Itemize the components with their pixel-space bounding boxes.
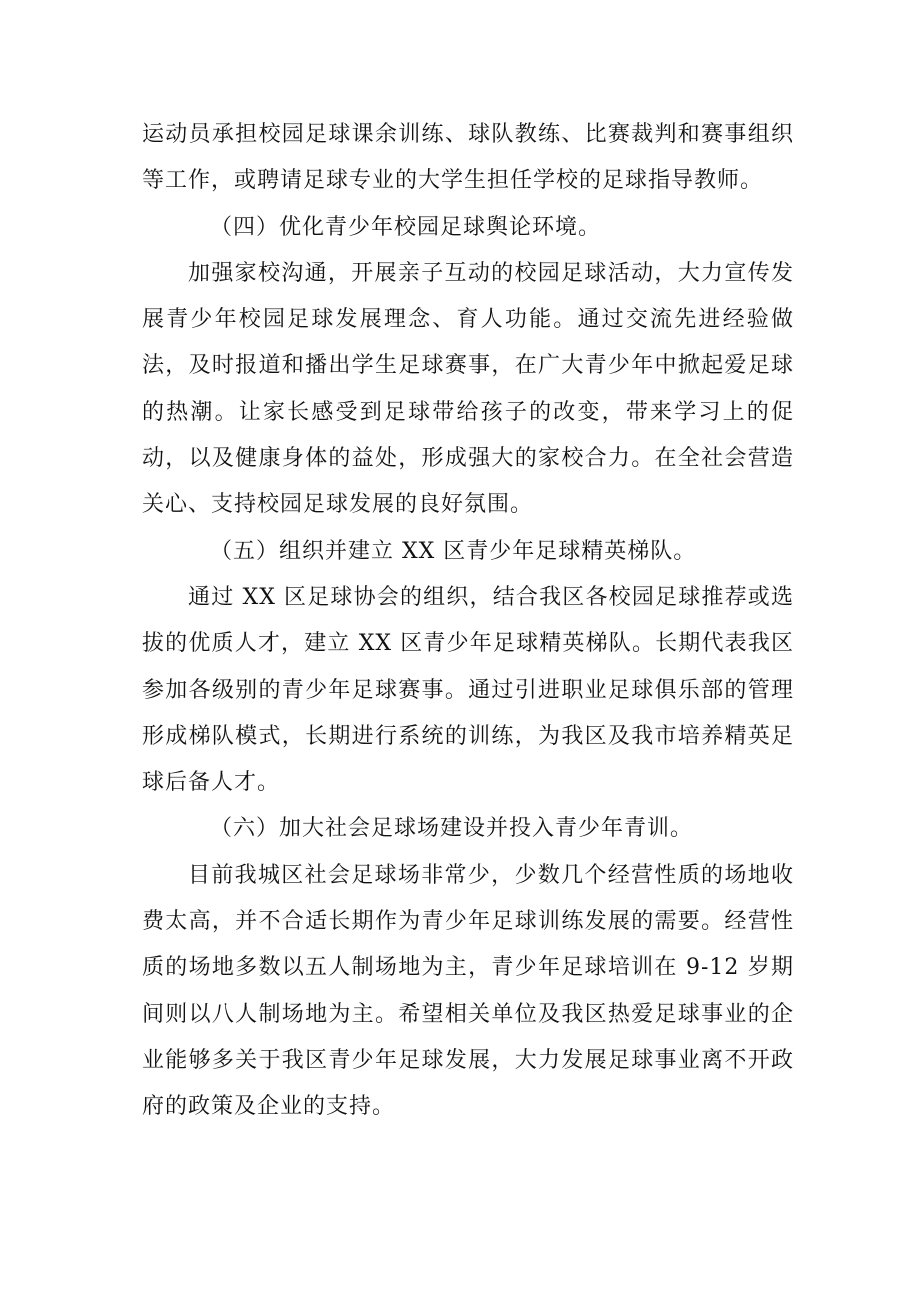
paragraph-elite-team: 通过 XX 区足球协会的组织，结合我区各校园足球推荐或选拔的优质人才，建立 XX 区青少年足球精英梯队。长期代表我区参加各级别的青少年足球赛事。通过引进职业足球俱乐部的管理形成梯队模式，长期进行系统的训练，为我区及我市培养精英足球后备人才。 [142, 584, 794, 796]
paragraph-public-opinion: 加强家校沟通，开展亲子互动的校园足球活动，大力宣传发展青少年校园足球发展理念、育人功能。通过交流先进经验做法，及时报道和播出学生足球赛事，在广大青少年中掀起爱足球的热潮。让家长感受到足球带给孩子的改变，带来学习上的促动，以及健康身体的益处，形成强大的家校合力。在全社会营造关心、支持校园足球发展的良好氛围。 [142, 260, 794, 518]
section-heading-4: （四）优化青少年校园足球舆论环境。 [210, 214, 602, 240]
section-heading-5: （五）组织并建立 XX 区青少年足球精英梯队。 [210, 538, 697, 564]
paragraph-coaching-staff: 运动员承担校园足球课余训练、球队教练、比赛裁判和赛事组织等工作，或聘请足球专业的大学生担任学校的足球指导教师。 [142, 122, 794, 194]
paragraph-football-fields: 目前我城区社会足球场非常少，少数几个经营性质的场地收费太高，并不合适长期作为青少年足球训练发展的需要。经营性质的场地多数以五人制场地为主，青少年足球培训在 9-12 岁期间则以八人制场地为主。希望相关单位及我区热爱足球事业的企业能够多关于我区青少年足球发展，大力发展足球事业离不开政府的政策及企业的支持。 [142, 862, 794, 1120]
section-heading-6: （六）加大社会足球场建设并投入青少年青训。 [210, 816, 694, 842]
document-body [142, 112, 794, 1131]
